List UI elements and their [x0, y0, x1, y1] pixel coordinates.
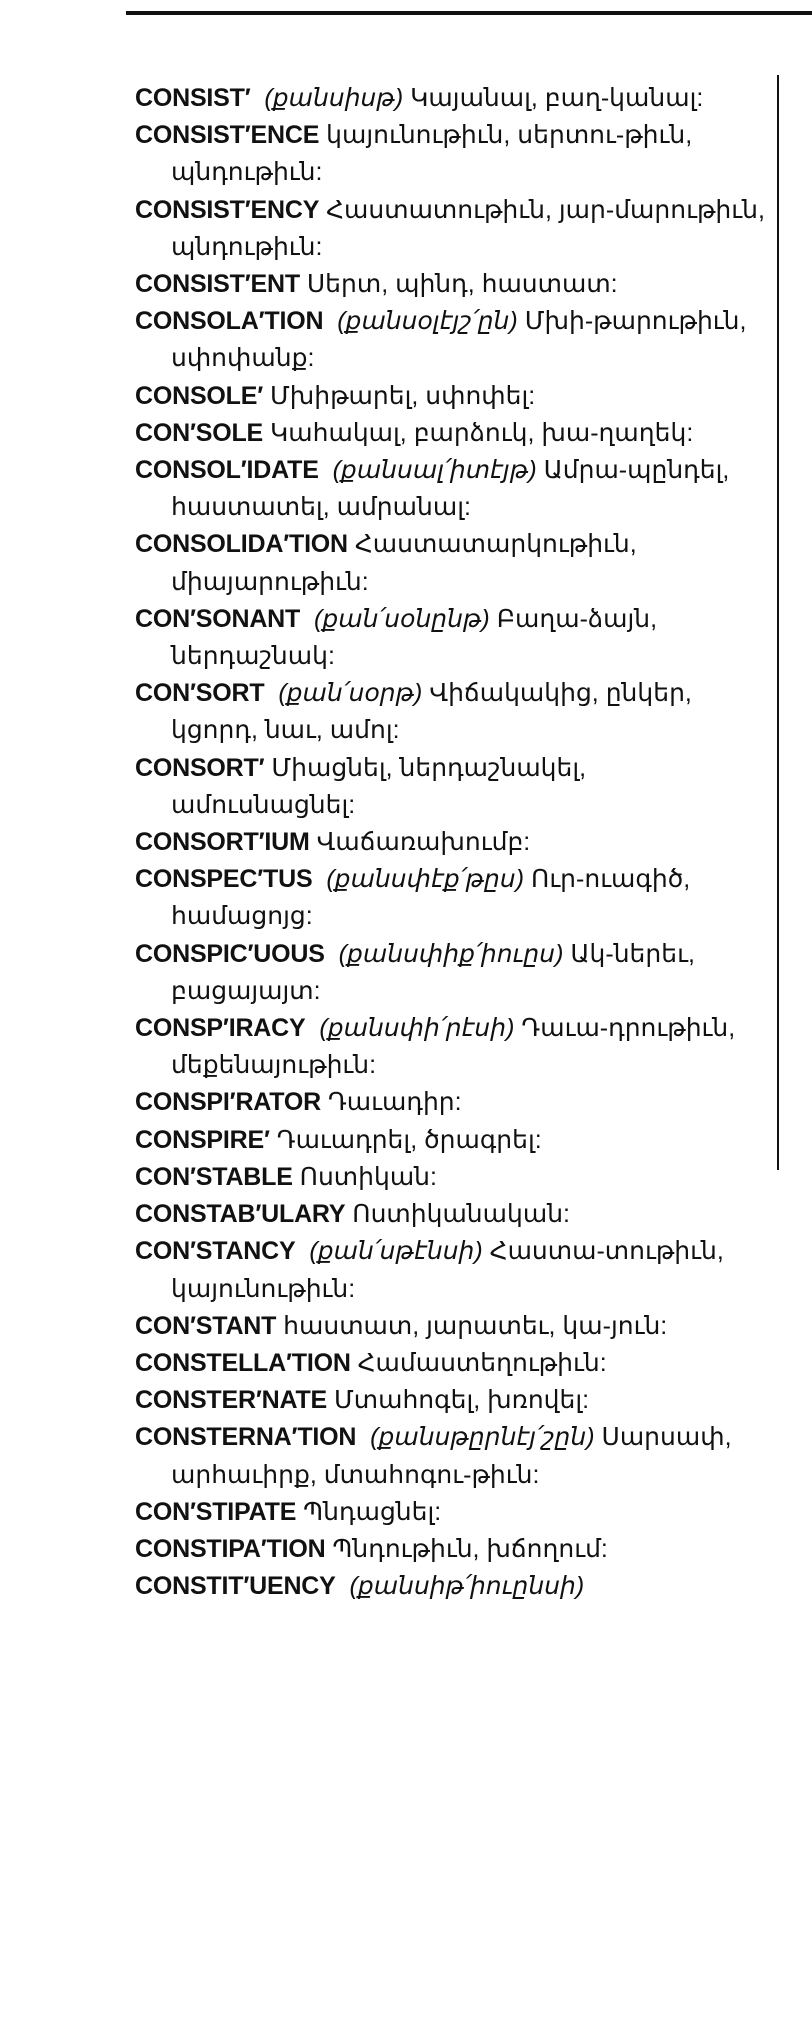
- entry-pronunciation: (քան՛սօնընթ): [314, 604, 490, 633]
- dictionary-entry: [135, 1531, 775, 1568]
- entry-headword: CONSIST′ENT: [135, 270, 300, 299]
- entry-headword: CONSTAB′ULARY: [135, 1200, 346, 1229]
- entry-definition: Ակ-ներեւ, բացայայտ:: [171, 939, 695, 1005]
- dictionary-entry: [135, 192, 775, 266]
- dictionary-entry: [135, 1494, 775, 1531]
- dictionary-entry: [135, 1382, 775, 1419]
- entry-definition: կայունութիւն, սերտու-թիւն, պնդութիւն:: [171, 121, 693, 187]
- entry-definition: Դաւա-դրութիւն, մեքենայութիւն:: [171, 1014, 736, 1080]
- entry-headword: CON′SORT: [135, 679, 265, 708]
- entry-headword: CONSPIRE′: [135, 1125, 270, 1154]
- entry-pronunciation: (քանսօլէյշ՛ըն): [337, 307, 518, 336]
- entry-definition: Ոստիկան:: [299, 1162, 437, 1191]
- dictionary-entry: [135, 80, 775, 117]
- top-rule: [126, 11, 812, 15]
- entry-headword: CONSTELLA′TION: [135, 1348, 351, 1377]
- entry-headword: CON′SOLE: [135, 418, 264, 447]
- entry-definition: Դաւադիր:: [327, 1088, 462, 1117]
- entry-headword: CON′STANCY: [135, 1237, 296, 1266]
- entry-definition: Միացնել, ներդաշնակել, ամուսնացնել:: [171, 753, 587, 819]
- entry-definition: Ամրա-պընդել, հաստատել, ամրանալ:: [171, 456, 730, 522]
- dictionary-entry: [135, 266, 775, 303]
- entry-headword: CONSIST′: [135, 84, 251, 112]
- dictionary-entry: [135, 1568, 775, 1605]
- dictionary-entry: [135, 303, 775, 377]
- entry-definition: Հաստատութիւն, յար-մարութիւն, պնդութիւն:: [171, 195, 765, 261]
- entry-pronunciation: (քանսալ՛իտէյթ): [332, 456, 537, 485]
- entry-headword: CONSORT′IUM: [135, 828, 310, 857]
- dictionary-entry: [135, 1084, 775, 1121]
- entry-headword: CONSP′IRACY: [135, 1014, 306, 1043]
- dictionary-entries: [135, 80, 775, 1605]
- entry-pronunciation: (քանսթըրնէյ՛շըն): [370, 1423, 595, 1452]
- entry-headword: CONSPI′RATOR: [135, 1088, 322, 1117]
- entry-definition: Հաստատարկութիւն, միայարութիւն:: [171, 530, 637, 596]
- entry-pronunciation: (քանսփի՛րէսի): [319, 1014, 515, 1043]
- entry-definition: Սարսափ, արհաւիրք, մտահոգու-թիւն:: [171, 1423, 732, 1489]
- entry-definition: Հաստա-տութիւն, կայունութիւն:: [171, 1237, 724, 1303]
- entry-headword: CONSIST′ENCY: [135, 195, 320, 224]
- entry-definition: Պնդութիւն, խճողում:: [332, 1534, 608, 1563]
- entry-definition: Վաճառախումբ:: [316, 828, 531, 857]
- dictionary-entry: [135, 601, 775, 675]
- entry-headword: CONSOLA′TION: [135, 307, 324, 336]
- dictionary-entry: [135, 1345, 775, 1382]
- dictionary-entry: [135, 378, 775, 415]
- entry-headword: CON′SONANT: [135, 604, 301, 633]
- dictionary-entry: [135, 1196, 775, 1233]
- entry-definition: Բաղա-ձայն, ներդաշնակ:: [171, 604, 658, 671]
- entry-definition: Պնդացնել:: [303, 1497, 442, 1526]
- entry-headword: CONSOL′IDATE: [135, 456, 319, 485]
- dictionary-entry: [135, 1122, 775, 1159]
- entry-headword: CONSPIC′UOUS: [135, 939, 325, 968]
- entry-headword: CONSTIT′UENCY: [135, 1572, 336, 1601]
- entry-definition: Մխի-թարութիւն, սփոփանք:: [171, 307, 747, 373]
- dictionary-entry: [135, 675, 775, 749]
- dictionary-entry: [135, 750, 775, 824]
- entry-headword: CONSTIPA′TION: [135, 1534, 326, 1563]
- entry-definition: Վիճակակից, ընկեր, կցորդ, նաւ, ամոլ:: [171, 679, 692, 745]
- entry-definition: Մտահոգել, խռովել:: [333, 1386, 590, 1415]
- entry-definition: Սերտ, պինդ, հաստատ:: [306, 270, 618, 299]
- entry-headword: CONSORT′: [135, 753, 265, 782]
- entry-definition: Դաւադրել, ծրագրել:: [276, 1125, 542, 1154]
- dictionary-entry: [135, 1419, 775, 1493]
- dictionary-entry: [135, 936, 775, 1010]
- dictionary-entry: [135, 415, 775, 452]
- entry-pronunciation: (քան՛սթէնսի): [309, 1237, 483, 1266]
- entry-pronunciation: (քանսփիք՛իուըս): [338, 939, 564, 968]
- dictionary-entry: [135, 452, 775, 526]
- entry-pronunciation: (քանսիթ՛իուընսի): [349, 1572, 585, 1601]
- entry-definition: Կահակալ, բարձուկ, խա-ղաղեկ:: [269, 418, 694, 447]
- entry-definition: Կայանալ, բաղ-կանալ:: [410, 84, 704, 112]
- entry-headword: CONSTER′NATE: [135, 1386, 328, 1415]
- dictionary-entry: [135, 861, 775, 935]
- dictionary-entry: [135, 1159, 775, 1196]
- entry-definition: Մխիթարել, սփոփել:: [269, 381, 536, 410]
- entry-pronunciation: (քանսփէք՛թըս): [326, 865, 525, 894]
- entry-definition: Համաստեղութիւն:: [357, 1348, 607, 1377]
- dictionary-entry: [135, 1233, 775, 1307]
- dictionary-entry: [135, 1308, 775, 1345]
- entry-headword: CONSOLIDA′TION: [135, 530, 348, 559]
- entry-definition: Ուր-ուագիծ, համացոյց:: [171, 865, 691, 931]
- entry-definition: Ոստիկանական:: [352, 1200, 570, 1229]
- entry-pronunciation: (քանսիսթ): [264, 84, 404, 112]
- entry-headword: CONSIST′ENCE: [135, 121, 320, 150]
- entry-definition: հաստատ, յարատեւ, կա-յուն:: [283, 1311, 668, 1340]
- entry-headword: CON′STIPATE: [135, 1497, 297, 1526]
- entry-headword: CONSOLE′: [135, 381, 264, 410]
- entry-headword: CONSTERNA′TION: [135, 1423, 357, 1452]
- entry-headword: CONSPEC′TUS: [135, 865, 313, 894]
- entry-pronunciation: (քան՛սօրթ): [278, 679, 423, 708]
- dictionary-entry: [135, 117, 775, 191]
- column-rule: [777, 75, 779, 1170]
- entry-headword: CON′STABLE: [135, 1162, 293, 1191]
- dictionary-entry: [135, 526, 775, 600]
- dictionary-entry: [135, 824, 775, 861]
- dictionary-entry: [135, 1010, 775, 1084]
- entry-headword: CON′STANT: [135, 1311, 277, 1340]
